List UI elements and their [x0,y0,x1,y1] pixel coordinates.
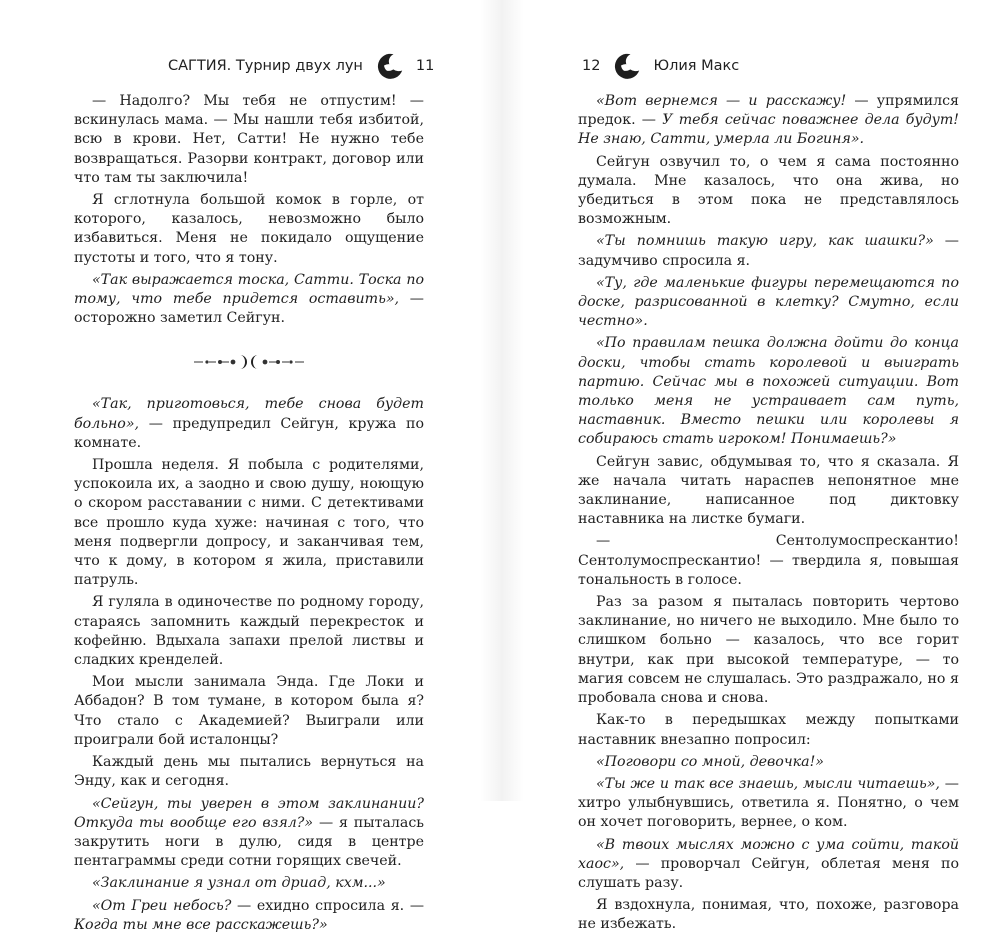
right-page [502,0,1003,933]
paragraph: Я гуляла в одиночестве по родному городу, стараясь запомнить каждый перекресток и кофейню. Вдыхала запахи прелой листвы и сладких кренделей. [74,594,424,669]
paragraph [74,795,424,872]
paragraph: Я вздохнула, понимая, что, похоже, разговора не избежать. [578,897,959,933]
paragraph-plain: — упрямился предок. — [578,93,959,129]
paragraph [578,232,959,270]
paragraph [578,775,959,833]
right-body-text [578,92,959,935]
paragraph: «Заклинание я узнал от дриад, кхм...» [92,875,386,892]
paragraph: Мои мысли занимала Энда. Где Локи и Аббадон? В том тумане, в котором была я? Что стало с Академией? Выиграли или проиграли бой исталонцы? [74,674,424,748]
crescent-moon-icon [612,51,642,81]
paragraph-italic: «Сейгун, ты уверен в этом заклинании? Откуда ты вообще его взял?» [74,795,424,831]
paragraph: «Поговори со мной, девочка!» [596,753,824,770]
paragraph-plain: — я пыталась закрутить ноги в дулю, сидя в центре пентаграммы среди сотни горящих свечей. [74,814,424,870]
right-running-head [582,51,739,81]
paragraph: Как-то в передышках между попытками наставник внезапно попросил: [578,712,959,748]
paragraph: — Надолго? Мы тебя не отпустим! — вскинулась мама. — Мы нашли тебя избитой, всю в крови. Нет, Сатти! Не нужно тебе возвращаться. Разорви контракт, договор или что там ты заключила! [74,93,424,186]
gutter-shadow [502,0,524,801]
paragraph: Сейгун завис, обдумывая то, что я сказала. Я же начала читать нараспев непонятное мне заклинание, написанное под диктовку наставника на листке бумаги. [578,453,959,528]
paragraph [74,395,424,453]
gutter-shadow [480,0,502,801]
paragraph-italic: «Так, приготовься, тебе снова будет больно», [74,396,424,432]
paragraph: Я сглотнула большой комок в горле, от которого, казалось, невозможно было избавиться. Меня не покидало ощущение пустоты и того, что я тону. [74,192,424,266]
left-page [0,0,502,933]
paragraph [578,836,959,894]
paragraph-plain: — хитро улыбнувшись, ответила я. Понятно, о чем он хочет поговорить, вернее, о ком. [578,775,959,831]
paragraph: Раз за разом я пыталась повторить чертово заклинание, но ничего не выходило. Мне было то слишком больно — казалось, что все горит внутри, как при высокой температуре, — то магия совсем не слушалась. Это раздражало, но я пробовала снова и снова. [578,594,959,707]
book-title: САГТИЯ. Турнир двух лун [168,58,363,74]
paragraph-italic: «От Греи небось? [92,897,232,914]
paragraph-italic: Когда ты мне все расскажешь?» [74,916,328,933]
paragraph-italic: «Ты помнишь такую игру, как шашки?» [596,233,934,250]
author-name: Юлия Макс [653,58,740,74]
paragraph-italic: «Вот вернемся — и расскажу! [596,93,847,109]
paragraph-italic: У тебя сейчас поважнее дела будут! Не знаю, Сатти, умерла ли Богиня». [578,112,960,148]
paragraph: — Сентолумоспрескантио! Сентолумоспрескантио! — твердила я, повышая тональность в голосе. [578,533,959,588]
paragraph [74,897,424,935]
paragraph: Прошла неделя. Я побыла с родителями, успокоила их, а заодно и свою душу, ноющую о скором расставании с ними. С детективами все прошло куда хуже: начиная с того, что меня подвергли допросу, и заканчивая тем, что к дому, в котором я жила, приставили патруль. [74,457,424,589]
paragraph-plain: — ехидно спросила я. — [231,897,425,914]
left-running-head [168,51,434,81]
paragraph [74,271,424,329]
paragraph [578,92,959,150]
ornament-moons-divider [74,352,424,372]
crescent-moon-icon [375,51,405,81]
left-body-text [74,92,424,935]
paragraph-plain: — предупредил Сейгун, кружа по комнате. [74,415,424,451]
paragraph: «Ту, где маленькие фигуры перемещаются по доске, разрисованной в клетку? Смутно, если честно». [578,274,959,330]
paragraph: «По правилам пешка должна дойти до конца доски, чтобы стать королевой и выиграть партию. Сейчас мы в похожей ситуации. Вот только меня не устраивает сам путь, наставник. Вместо пешки или королевы я собираюсь стать игроком! Понимаешь?» [578,335,959,448]
paragraph-plain: — проворчал Сейгун, облетая меня по слушать разу. [578,855,959,891]
page-number: 12 [582,58,601,74]
paragraph-plain: — задумчиво спросила я. [578,233,959,269]
paragraph-italic: «В твоих мыслях можно с ума сойти, такой хаос», [578,836,959,872]
page-number: 11 [415,58,435,74]
paragraph-italic: «Так выражается тоска, Сатти. Тоска по тому, что тебе придется оставить», [74,271,424,308]
paragraph: Каждый день мы пытались вернуться на Энду, как и сегодня. [74,754,424,790]
paragraph-plain: — осторожно заметил Сейгун. [74,291,424,327]
paragraph-italic: «Ты же и так все знаешь, мысли читаешь», [596,775,940,792]
paragraph: Сейгун озвучил то, о чем я сама постоянно думала. Мне казалось, что она жива, но убедиться в этом пока не представлялось возможным. [578,153,959,228]
